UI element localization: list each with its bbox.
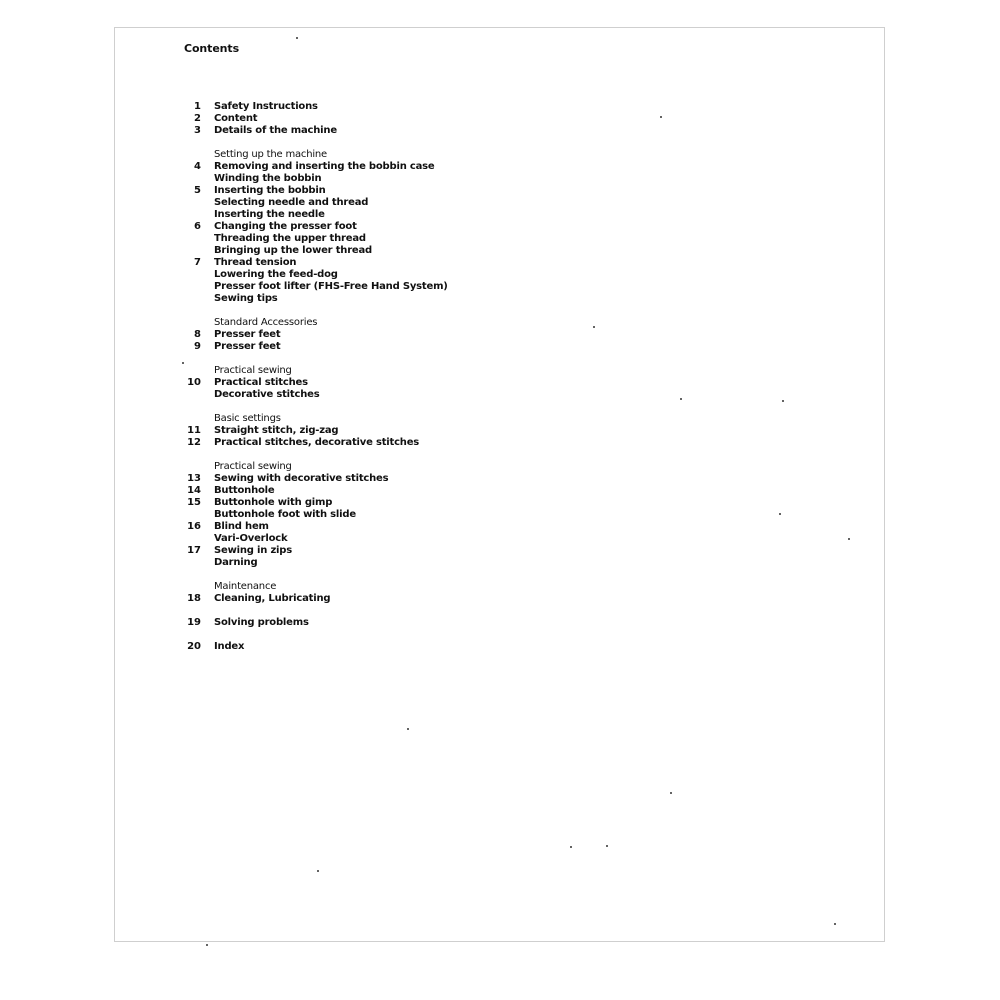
toc-entry-label: Inserting the bobbin (214, 185, 326, 196)
toc-page-number: 9 (194, 341, 201, 352)
table-of-contents (115, 101, 615, 653)
toc-section-heading (115, 317, 615, 329)
scan-speck (570, 846, 572, 848)
toc-entry-label: Index (214, 641, 245, 652)
scan-speck (779, 513, 781, 515)
toc-entry (115, 101, 615, 113)
scan-speck (680, 398, 682, 400)
toc-entry-label: Vari-Overlock (214, 533, 288, 544)
toc-section-heading (115, 413, 615, 425)
toc-page-number: 20 (187, 641, 201, 652)
toc-entry-label: Cleaning, Lubricating (214, 593, 331, 604)
scan-speck (834, 923, 836, 925)
toc-page-number: 7 (194, 257, 201, 268)
scan-speck (670, 792, 672, 794)
toc-entry (115, 641, 615, 653)
toc-entry (115, 293, 615, 305)
toc-section-heading (115, 365, 615, 377)
toc-page-number: 17 (187, 545, 201, 556)
toc-entry (115, 521, 615, 533)
scan-speck (317, 870, 319, 872)
toc-page-number: 3 (194, 125, 201, 136)
toc-entry (115, 341, 615, 353)
toc-entry-label: Blind hem (214, 521, 269, 532)
toc-entry-label: Safety Instructions (214, 101, 318, 112)
toc-entry (115, 269, 615, 281)
toc-entry-label: Lowering the feed-dog (214, 269, 338, 280)
toc-entry (115, 329, 615, 341)
toc-entry (115, 233, 615, 245)
toc-entry-label: Maintenance (214, 581, 277, 592)
toc-entry-label: Practical stitches (214, 377, 308, 388)
toc-entry-label: Practical sewing (214, 365, 292, 376)
toc-entry-label: Bringing up the lower thread (214, 245, 373, 256)
toc-entry-label: Sewing with decorative stitches (214, 473, 389, 484)
toc-page-number: 2 (194, 113, 201, 124)
scan-speck (606, 845, 608, 847)
toc-entry (115, 389, 615, 401)
toc-entry-label: Presser feet (214, 329, 281, 340)
toc-page-number: 19 (187, 617, 201, 628)
toc-entry (115, 173, 615, 185)
toc-entry-label: Presser feet (214, 341, 281, 352)
scan-speck (296, 37, 298, 39)
toc-page-number: 8 (194, 329, 201, 340)
toc-entry-label: Buttonhole with gimp (214, 497, 333, 508)
toc-entry-label: Sewing tips (214, 293, 278, 304)
toc-entry-label: Details of the machine (214, 125, 337, 136)
toc-entry (115, 185, 615, 197)
scan-speck (206, 944, 208, 946)
toc-entry (115, 125, 615, 137)
toc-entry (115, 617, 615, 629)
toc-entry-label: Setting up the machine (214, 149, 328, 160)
toc-page-number: 11 (187, 425, 201, 436)
scan-speck (848, 538, 850, 540)
toc-entry-label: Selecting needle and thread (214, 197, 369, 208)
toc-entry (115, 557, 615, 569)
toc-entry (115, 593, 615, 605)
toc-entry (115, 485, 615, 497)
toc-entry-label: Basic settings (214, 413, 281, 424)
toc-entry (115, 545, 615, 557)
toc-entry-label: Darning (214, 557, 258, 568)
toc-page-number: 1 (194, 101, 201, 112)
toc-entry (115, 509, 615, 521)
scan-speck (182, 362, 184, 364)
toc-entry-label: Thread tension (214, 257, 297, 268)
toc-entry (115, 281, 615, 293)
toc-entry-label: Standard Accessories (214, 317, 318, 328)
toc-entry-label: Threading the upper thread (214, 233, 366, 244)
toc-entry (115, 257, 615, 269)
scan-speck (660, 116, 662, 118)
toc-entry-label: Decorative stitches (214, 389, 320, 400)
toc-entry (115, 197, 615, 209)
scan-speck (782, 400, 784, 402)
toc-entry-label: Content (214, 113, 258, 124)
toc-entry-label: Practical stitches, decorative stitches (214, 437, 420, 448)
toc-page-number: 15 (187, 497, 201, 508)
toc-page-number: 10 (187, 377, 201, 388)
toc-entry-label: Solving problems (214, 617, 309, 628)
toc-entry (115, 533, 615, 545)
toc-section-heading (115, 461, 615, 473)
toc-page-number: 6 (194, 221, 201, 232)
toc-entry-label: Straight stitch, zig-zag (214, 425, 339, 436)
toc-section-heading (115, 581, 615, 593)
toc-page-number: 13 (187, 473, 201, 484)
toc-entry (115, 245, 615, 257)
page-title: Contents (184, 42, 240, 55)
toc-entry (115, 377, 615, 389)
toc-entry-label: Sewing in zips (214, 545, 292, 556)
scan-speck (593, 326, 595, 328)
toc-page-number: 18 (187, 593, 201, 604)
toc-entry (115, 113, 615, 125)
toc-entry (115, 497, 615, 509)
toc-entry-label: Buttonhole foot with slide (214, 509, 356, 520)
toc-entry (115, 161, 615, 173)
toc-page-number: 16 (187, 521, 201, 532)
toc-entry (115, 209, 615, 221)
toc-entry-label: Winding the bobbin (214, 173, 322, 184)
toc-entry (115, 425, 615, 437)
toc-entry-label: Buttonhole (214, 485, 275, 496)
toc-entry-label: Changing the presser foot (214, 221, 357, 232)
toc-page-number: 12 (187, 437, 201, 448)
toc-section-heading (115, 149, 615, 161)
toc-page-number: 14 (187, 485, 201, 496)
toc-page-number: 4 (194, 161, 201, 172)
toc-entry-label: Removing and inserting the bobbin case (214, 161, 435, 172)
toc-entry (115, 221, 615, 233)
document-page (114, 27, 885, 942)
toc-entry-label: Inserting the needle (214, 209, 325, 220)
toc-entry-label: Practical sewing (214, 461, 292, 472)
toc-entry (115, 473, 615, 485)
scan-speck (407, 728, 409, 730)
toc-page-number: 5 (194, 185, 201, 196)
toc-entry (115, 437, 615, 449)
toc-entry-label: Presser foot lifter (FHS-Free Hand System) (214, 281, 448, 292)
